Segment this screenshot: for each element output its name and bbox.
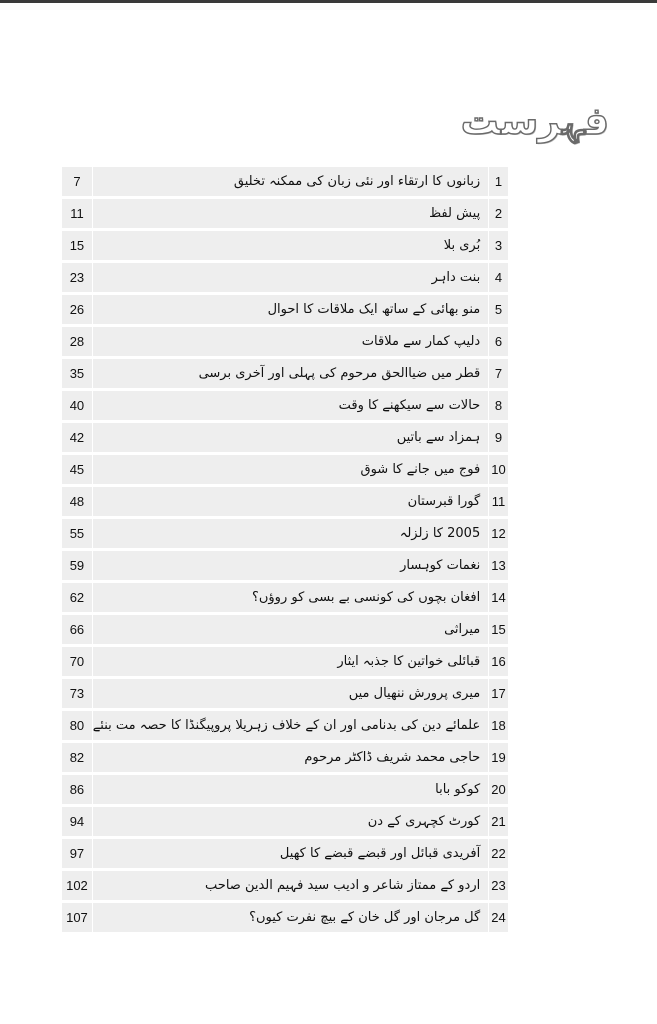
toc-page-number: 97 <box>62 839 92 868</box>
toc-row <box>62 839 508 868</box>
toc-row <box>62 455 508 484</box>
toc-entry-number: 12 <box>489 519 508 548</box>
toc-entry-title: حالات سے سیکھنے کا وقت <box>93 391 489 420</box>
toc-entry-title: نغمات کوہسار <box>93 551 489 580</box>
toc-page-number: 42 <box>62 423 92 452</box>
toc-entry-title: اردو کے ممتاز شاعر و ادیب سید فہیم الدین صاحب <box>93 871 489 900</box>
toc-entry-number: 15 <box>489 615 508 644</box>
page-top-edge <box>0 0 657 3</box>
toc-row <box>62 391 508 420</box>
toc-entry-number: 14 <box>489 583 508 612</box>
toc-row <box>62 743 508 772</box>
toc-row <box>62 519 508 548</box>
toc-entry-number: 10 <box>489 455 508 484</box>
toc-entry-number: 2 <box>489 199 508 228</box>
toc-page-number: 107 <box>62 903 92 932</box>
toc-entry-number: 5 <box>489 295 508 324</box>
toc-row <box>62 615 508 644</box>
toc-entry-number: 22 <box>489 839 508 868</box>
toc-page-number: 59 <box>62 551 92 580</box>
toc-page-number: 55 <box>62 519 92 548</box>
toc-page-number: 86 <box>62 775 92 804</box>
toc-page-number: 11 <box>62 199 92 228</box>
toc-row <box>62 583 508 612</box>
toc-entry-number: 20 <box>489 775 508 804</box>
toc-entry-number: 19 <box>489 743 508 772</box>
toc-entry-title: قطر میں ضیاالحق مرحوم کی پہلی اور آخری برسی <box>93 359 489 388</box>
toc-entry-number: 6 <box>489 327 508 356</box>
toc-entry-number: 9 <box>489 423 508 452</box>
toc-row <box>62 263 508 292</box>
toc-row <box>62 199 508 228</box>
toc-entry-number: 1 <box>489 167 508 196</box>
toc-row <box>62 807 508 836</box>
toc-page-number: 7 <box>62 167 92 196</box>
toc-page-number: 48 <box>62 487 92 516</box>
table-of-contents <box>62 164 508 935</box>
toc-entry-title: فوج میں جانے کا شوق <box>93 455 489 484</box>
toc-page-number: 94 <box>62 807 92 836</box>
toc-entry-number: 23 <box>489 871 508 900</box>
toc-entry-number: 7 <box>489 359 508 388</box>
toc-page-number: 82 <box>62 743 92 772</box>
toc-row <box>62 711 508 740</box>
toc-entry-title: زبانوں کا ارتقاء اور نئی زبان کی ممکنہ تخلیق <box>93 167 489 196</box>
toc-entry-title: گل مرجان اور گل خان کے بیچ نفرت کیوں؟ <box>93 903 489 932</box>
toc-row <box>62 903 508 932</box>
toc-row <box>62 167 508 196</box>
toc-row <box>62 551 508 580</box>
toc-entry-title: افغان بچوں کی کونسی بے بسی کو روؤں؟ <box>93 583 489 612</box>
toc-entry-title: حاجی محمد شریف ڈاکٹر مرحوم <box>93 743 489 772</box>
toc-page-number: 66 <box>62 615 92 644</box>
toc-row <box>62 295 508 324</box>
toc-entry-title: دلیپ کمار سے ملاقات <box>93 327 489 356</box>
toc-entry-number: 21 <box>489 807 508 836</box>
toc-row <box>62 871 508 900</box>
toc-page-number: 73 <box>62 679 92 708</box>
toc-page-number: 102 <box>62 871 92 900</box>
toc-page-number: 40 <box>62 391 92 420</box>
toc-entry-title: منو بھائی کے ساتھ ایک ملاقات کا احوال <box>93 295 489 324</box>
toc-entry-title: کوکو بابا <box>93 775 489 804</box>
toc-row <box>62 647 508 676</box>
toc-page-number: 80 <box>62 711 92 740</box>
toc-entry-title: بنت داہر <box>93 263 489 292</box>
toc-entry-number: 11 <box>489 487 508 516</box>
toc-entry-number: 13 <box>489 551 508 580</box>
toc-entry-title: کورٹ کچہری کے دن <box>93 807 489 836</box>
toc-entry-title: علمائے دین کی بدنامی اور ان کے خلاف زہریلا پروپیگنڈا کا حصہ مت بنئے <box>93 711 489 740</box>
toc-entry-title: میراثی <box>93 615 489 644</box>
toc-body <box>62 167 508 932</box>
toc-row <box>62 231 508 260</box>
toc-entry-title: ہمزاد سے باتیں <box>93 423 489 452</box>
toc-entry-number: 4 <box>489 263 508 292</box>
page-title: فہرست <box>460 99 609 143</box>
toc-page-number: 28 <box>62 327 92 356</box>
toc-entry-title: بُری بلا <box>93 231 489 260</box>
toc-row <box>62 359 508 388</box>
toc-entry-number: 8 <box>489 391 508 420</box>
toc-row <box>62 775 508 804</box>
toc-row <box>62 679 508 708</box>
toc-page-number: 45 <box>62 455 92 484</box>
toc-row <box>62 487 508 516</box>
toc-entry-title: پیش لفظ <box>93 199 489 228</box>
toc-page-number: 23 <box>62 263 92 292</box>
toc-page-number: 26 <box>62 295 92 324</box>
toc-entry-number: 16 <box>489 647 508 676</box>
toc-row <box>62 327 508 356</box>
toc-entry-number: 3 <box>489 231 508 260</box>
toc-entry-title: میری پرورش ننھیال میں <box>93 679 489 708</box>
toc-page-number: 15 <box>62 231 92 260</box>
toc-entry-title: آفریدی قبائل اور قبضے قبضے کا کھیل <box>93 839 489 868</box>
toc-entry-title: 2005 کا زلزلہ <box>93 519 489 548</box>
toc-entry-title: قبائلی خواتین کا جذبہ ایثار <box>93 647 489 676</box>
toc-entry-number: 18 <box>489 711 508 740</box>
toc-page-number: 35 <box>62 359 92 388</box>
toc-entry-number: 24 <box>489 903 508 932</box>
toc-entry-title: گورا قبرستان <box>93 487 489 516</box>
toc-page-number: 62 <box>62 583 92 612</box>
toc-page-number: 70 <box>62 647 92 676</box>
toc-entry-number: 17 <box>489 679 508 708</box>
toc-row <box>62 423 508 452</box>
